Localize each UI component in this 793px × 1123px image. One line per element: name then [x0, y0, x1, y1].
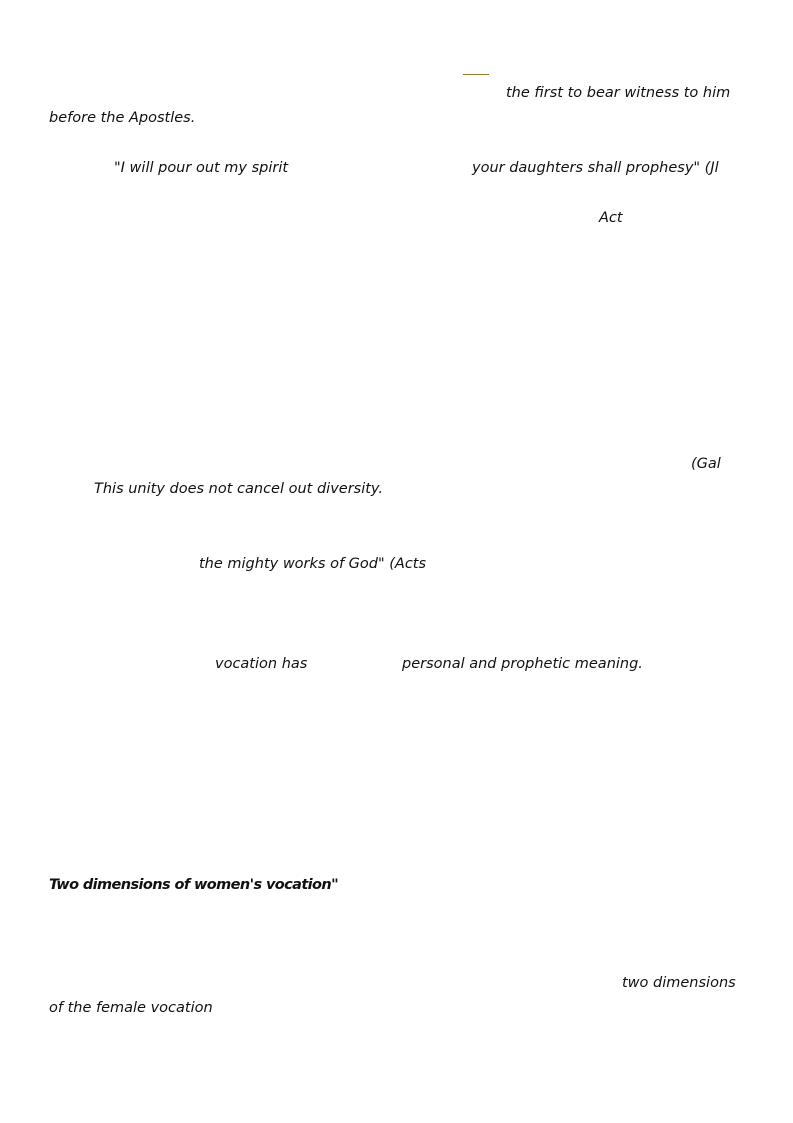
text-fragment-act: Act [599, 210, 623, 226]
text-fragment-before-apostles: before the Apostles. [49, 110, 196, 126]
text-fragment-two-dimensions: two dimensions [622, 975, 736, 991]
text-fragment-vocation-has: vocation has [215, 656, 308, 672]
text-fragment-first-witness: the first to bear witness to him [506, 85, 731, 101]
text-fragment-prophetic-meaning: personal and prophetic meaning. [402, 656, 643, 672]
text-fragment-mighty-works: the mighty works of God" (Acts [199, 556, 427, 572]
text-fragment-daughters-prophesy: your daughters shall prophesy" (Jl [472, 160, 719, 176]
section-heading: Two dimensions of women's vocation" [49, 877, 339, 893]
text-fragment-gal: (Gal [691, 456, 721, 472]
text-fragment-female-vocation: of the female vocation [49, 1000, 213, 1016]
decorative-underline [463, 74, 489, 75]
text-fragment-pour-out-spirit: "I will pour out my spirit [114, 160, 289, 176]
text-fragment-unity-diversity: This unity does not cancel out diversity. [94, 481, 384, 497]
